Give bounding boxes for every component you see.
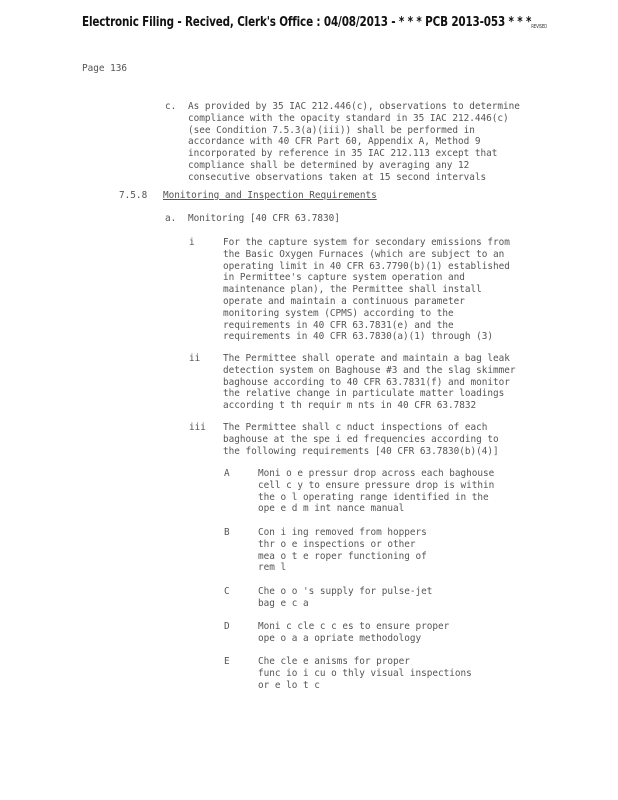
text-line: mea o t e roper functioning of (258, 550, 427, 562)
text-line: bag e c a (258, 597, 309, 609)
text-line: detection system on Baghouse #3 and the slag skimmer (223, 364, 516, 376)
item-c-text (188, 101, 520, 184)
text-line: requirements in 40 CFR 63.7830(a)(1) through (3) (223, 331, 493, 343)
text-line: operate and maintain a continuous parameter (223, 295, 465, 307)
text-line: ope e d m int nance manual (258, 503, 405, 515)
text-line: operating limit in 40 CFR 63.7790(b)(1) established (223, 260, 510, 272)
item-c-label: c. (165, 101, 177, 112)
filing-stamp-text: Electronic Filing - Recived, Clerk's Office : 04/08/2013 - * * * PCB 2013-053 * * * (82, 14, 532, 30)
text-line: in Permittee's capture system operation and (223, 272, 465, 284)
text-line: baghouse at the spe i ed frequencies according to (223, 433, 499, 445)
text-line: Moni c cle c c es to ensure proper (258, 621, 450, 632)
text-line: compliance shall be determined by averaging any 12 (188, 159, 470, 171)
sub-item-d-text (258, 621, 449, 645)
sub-item-d-label: D (224, 621, 230, 632)
item-a-label: a. (165, 213, 177, 224)
text-line: Con i ing removed from hoppers (258, 527, 427, 538)
text-line: requirements in 40 CFR 63.7831(e) and the (223, 319, 454, 331)
text-line: consecutive observations taken at 15 second intervals (188, 171, 487, 183)
item-ii-text (223, 353, 515, 412)
text-line: the Basic Oxygen Furnaces (which are subject to an (223, 248, 505, 260)
sub-item-a-text (258, 468, 494, 515)
sub-item-c-text (258, 586, 432, 610)
text-line: or e lo t c (258, 679, 320, 691)
item-i-label: i (189, 237, 195, 248)
text-line: Che o o 's supply for pulse-jet (258, 586, 433, 597)
text-line: incorporated by reference in 35 IAC 212.113 except that (188, 148, 498, 160)
text-line: Moni o e pressur drop across each baghouse (258, 468, 495, 479)
text-line: the relative change in particulate matter loadings (223, 388, 505, 400)
item-iii-label: iii (189, 422, 206, 433)
section-title: Monitoring and Inspection Requirements (163, 190, 377, 201)
text-line: the following requirements [40 CFR 63.7830(b)(4)] (223, 445, 499, 457)
item-i-text (223, 237, 510, 343)
text-line: compliance with the opacity standard in 35 IAC 212.446(c) (188, 112, 509, 124)
item-ii-label: ii (189, 353, 201, 364)
text-line: monitoring system (CPMS) according to the (223, 307, 454, 319)
text-line: The Permittee shall operate and maintain a bag leak (223, 353, 510, 364)
sub-item-c-label: C (224, 586, 230, 597)
text-line: baghouse according to 40 CFR 63.7831(f) and monitor (223, 376, 510, 388)
text-line: accordance with 40 CFR Part 60, Appendix A, Method 9 (188, 136, 481, 148)
text-line: As provided by 35 IAC 212.446(c), observations to determine (188, 101, 520, 112)
item-a-text: Monitoring [40 CFR 63.7830] (188, 213, 340, 224)
section-number: 7.5.8 (119, 190, 148, 201)
sub-item-b-text (258, 527, 427, 574)
item-iii-text (223, 422, 499, 457)
text-line: func io i cu o thly visual inspections (258, 667, 472, 679)
text-line: according t th requir m nts in 40 CFR 63.7832 (223, 400, 477, 412)
text-line: Che cle e anisms for proper (258, 656, 410, 667)
text-line: the o l operating range identified in the (258, 491, 489, 503)
text-line: For the capture system for secondary emissions from (223, 237, 510, 248)
filing-stamp-sub: REVISED (531, 24, 547, 30)
text-line: ope o a a opriate methodology (258, 632, 422, 644)
sub-item-e-text (258, 656, 472, 691)
page-label: Page 136 (82, 63, 127, 74)
sub-item-a-label: A (224, 468, 230, 479)
text-line: maintenance plan), the Permittee shall install (223, 284, 482, 296)
text-line: thr o e inspections or other (258, 538, 416, 550)
text-line: (see Condition 7.5.3(a)(iii)) shall be performed in (188, 124, 475, 136)
filing-stamp (82, 14, 547, 30)
text-line: rem l (258, 562, 287, 574)
sub-item-b-label: B (224, 527, 230, 538)
text-line: cell c y to ensure pressure drop is within (258, 479, 495, 491)
text-line: The Permittee shall c nduct inspections of each (223, 422, 488, 433)
sub-item-e-label: E (224, 656, 230, 667)
